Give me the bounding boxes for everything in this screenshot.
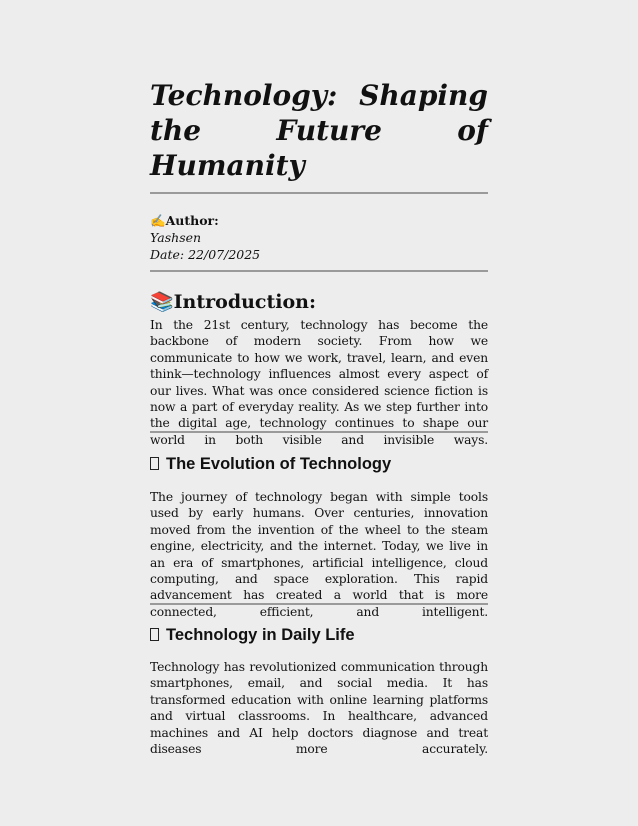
section-heading-evolution xyxy=(150,455,391,474)
title-line xyxy=(150,148,488,183)
title-word: Technology: xyxy=(150,79,338,112)
title-word: Future xyxy=(276,114,382,147)
author-label: ✍Author: xyxy=(150,213,219,228)
divider xyxy=(150,431,488,433)
title-word: of xyxy=(457,114,488,147)
title-line xyxy=(150,78,488,113)
missing-glyph-icon xyxy=(150,457,159,470)
divider xyxy=(150,603,488,605)
title-line xyxy=(150,113,488,148)
section-heading-introduction: 📚Introduction: xyxy=(150,291,316,313)
section-heading-daily-life xyxy=(150,626,355,645)
author-block xyxy=(150,212,260,263)
divider xyxy=(150,270,488,272)
document-date: Date: 22/07/2025 xyxy=(150,247,261,262)
title-word: the xyxy=(150,114,202,147)
section-body-evolution: The journey of technology began with simple tools used by early humans. Over centuries, innovation moved from the invention of the wheel to the steam engine, electricity, and the internet. Today, we live in an era of smartphones, artificial intelligence, cloud computing, and space exploration. This rapid advancement has created a world that is more connected, efficient, and intelligent. xyxy=(150,490,488,619)
section-body-introduction: In the 21st century, technology has become the backbone of modern society. From how we communicate to how we work, travel, learn, and even think—technology influences almost every aspect of our lives. What was once considered science fiction is now a part of everyday reality. As we step further into the digital age, technology continues to shape our world in both visible and invisible ways. xyxy=(150,318,488,447)
title-word: Humanity xyxy=(150,149,305,182)
section-heading-text: The Evolution of Technology xyxy=(166,455,392,473)
section-body-daily-life: Technology has revolutionized communication through smartphones, email, and social media. It has transformed education with online learning platforms and virtual classrooms. In healthcare, advanced machines and AI help doctors diagnose and treat diseases more accurately. xyxy=(150,660,488,757)
section-heading-text: Technology in Daily Life xyxy=(166,626,355,644)
divider xyxy=(150,192,488,194)
missing-glyph-icon xyxy=(150,628,159,641)
document-title xyxy=(150,78,488,183)
title-word: Shaping xyxy=(359,79,488,112)
author-name: Yashsen xyxy=(150,230,202,245)
